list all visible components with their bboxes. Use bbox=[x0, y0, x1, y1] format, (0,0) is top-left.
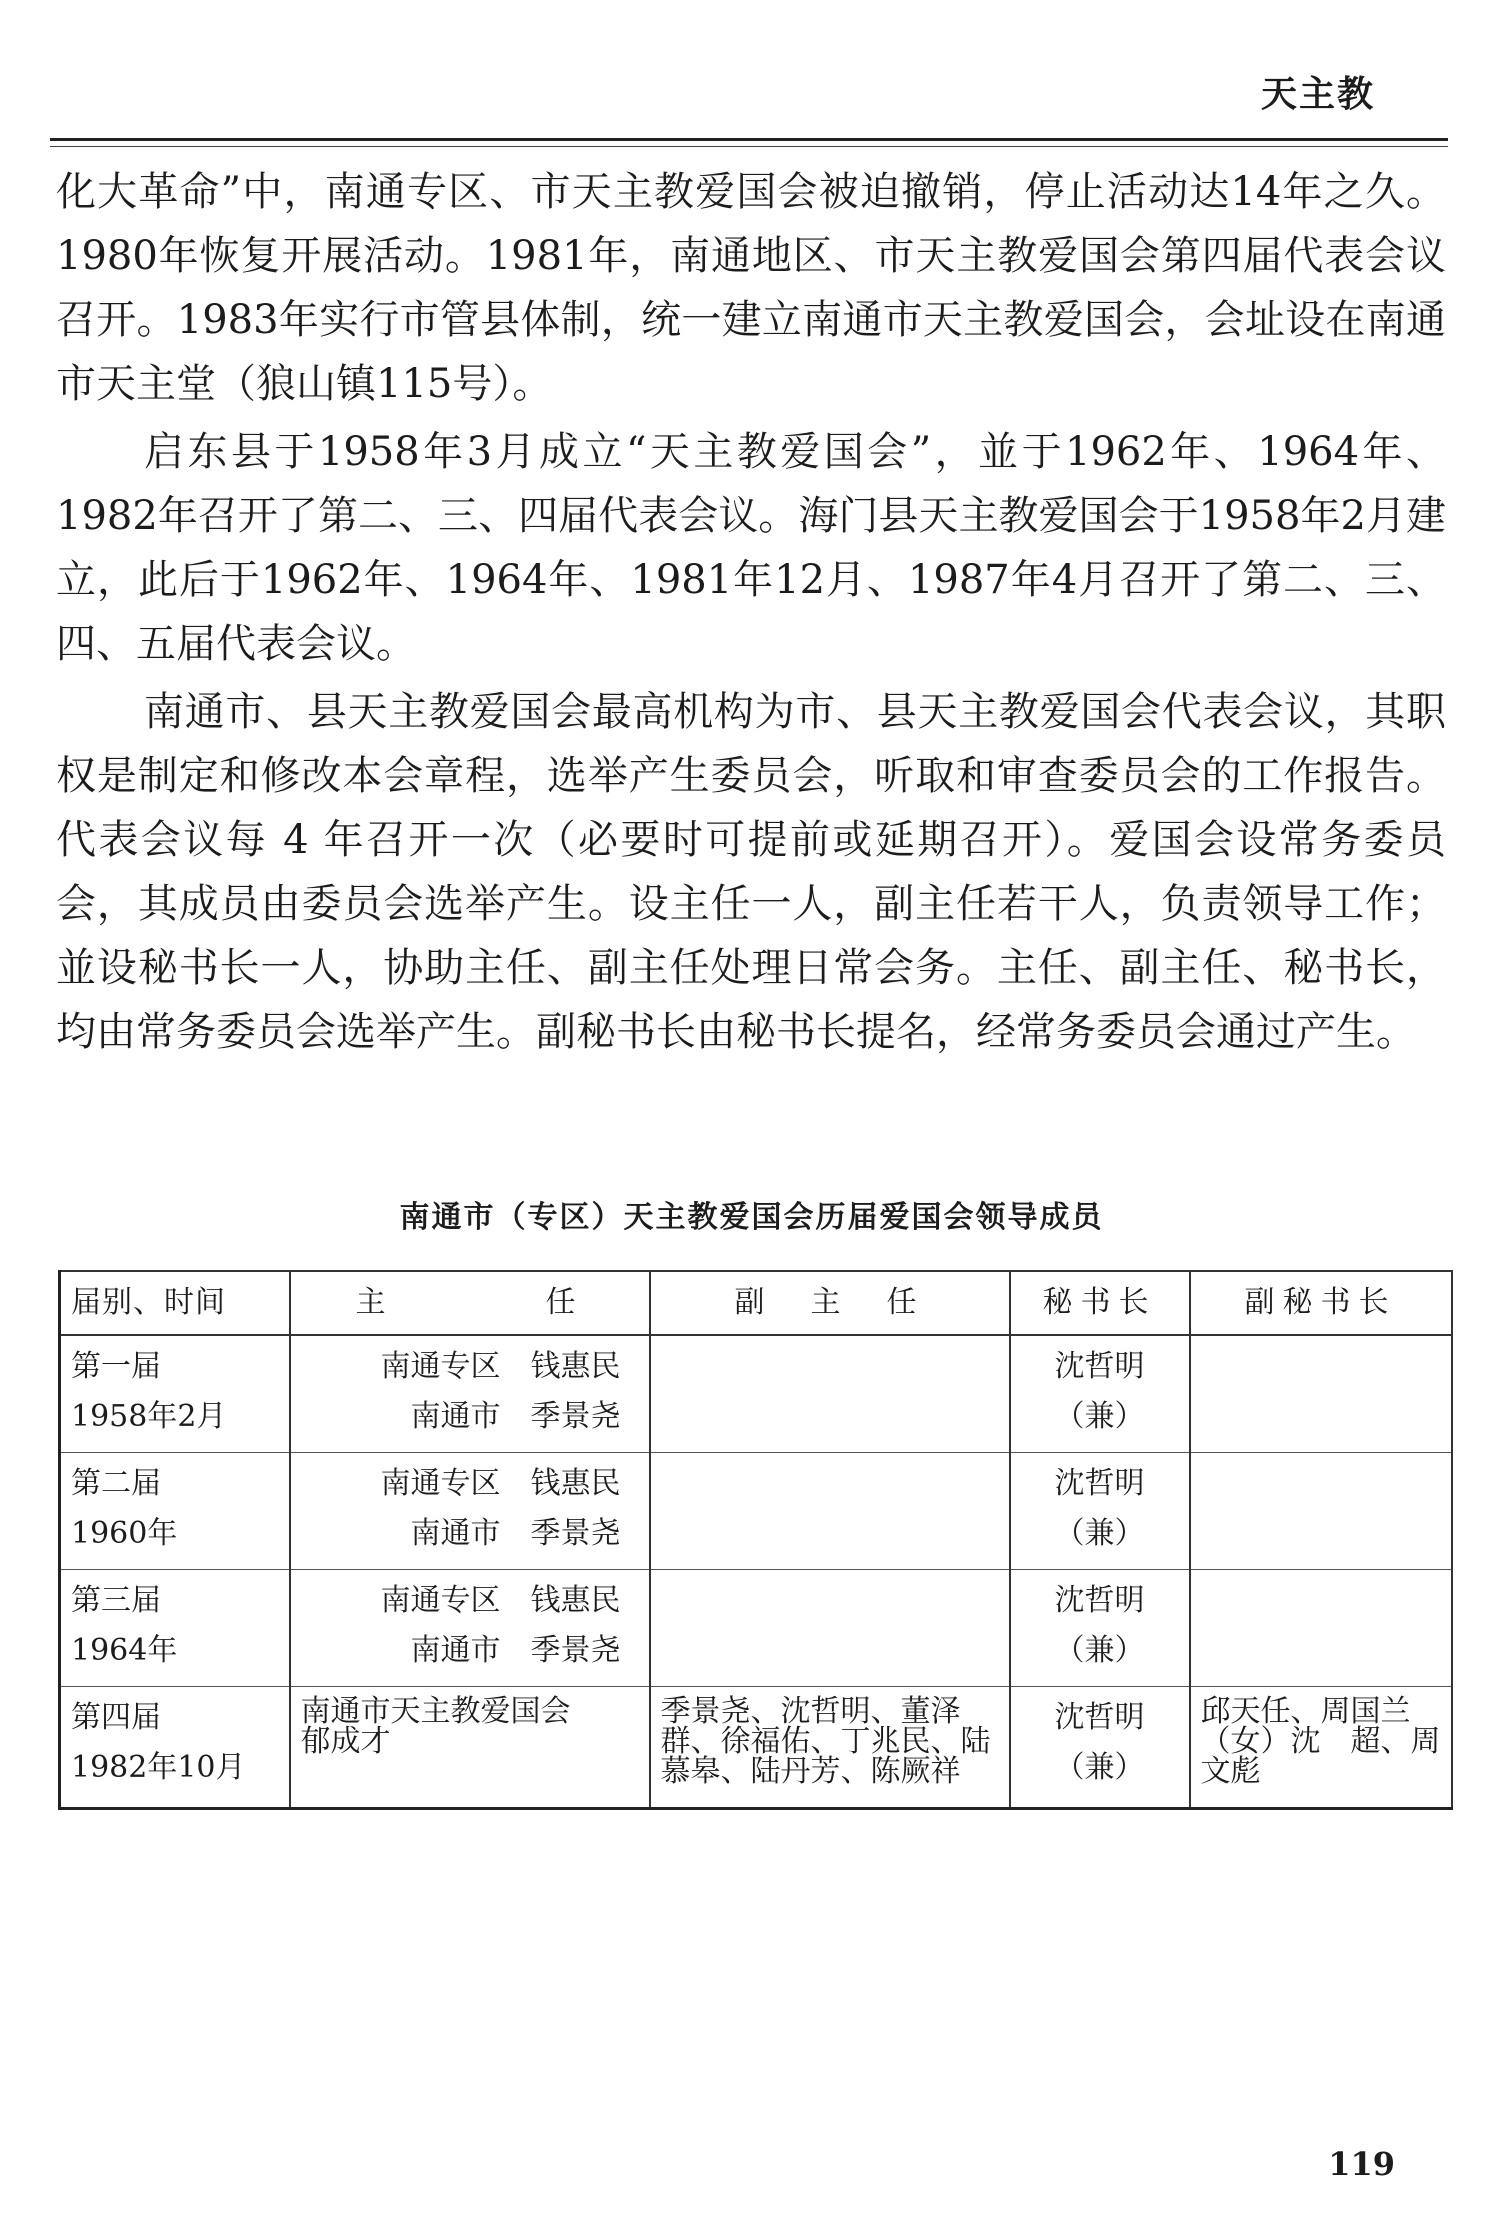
header-term: 届别、时间 bbox=[60, 1271, 290, 1335]
director-line bbox=[301, 1392, 639, 1442]
director-name: 钱惠民 bbox=[530, 1466, 621, 1501]
paragraph-qidong-haimen: 启东县于1958年3月成立“天主教爱国会”，並于1962年、1964年、1982年召开了第二、三、四届代表会议。海门县天主教爱国会于1958年2月建立，此后于1962年、1964年、1981年12月、1987年4月召开了第二、三、四、五届代表会议。 bbox=[56, 429, 1446, 667]
table-row bbox=[60, 1335, 1452, 1453]
deputy-secretary-cell: 邱天任、周国兰（女）沈 超、周文彪 bbox=[1190, 1687, 1452, 1809]
director-cell bbox=[290, 1335, 650, 1453]
term-date: 1982年10月 bbox=[71, 1750, 246, 1785]
director-cell bbox=[290, 1570, 650, 1687]
table-row bbox=[60, 1687, 1452, 1809]
director-name: 季景尧 bbox=[530, 1516, 621, 1551]
secretary-cell bbox=[1010, 1570, 1190, 1687]
term-label: 第四届 bbox=[71, 1700, 161, 1735]
term-cell bbox=[60, 1570, 290, 1687]
term-cell bbox=[60, 1335, 290, 1453]
secretary-note: （兼） bbox=[1054, 1633, 1145, 1668]
header-rule-thin bbox=[50, 146, 1448, 147]
director-line bbox=[301, 1342, 639, 1392]
secretary-cell bbox=[1010, 1453, 1190, 1570]
table-title: 南通市（专区）天主教爱国会历届爱国会领导成员 bbox=[399, 1200, 1104, 1235]
term-label: 第二届 bbox=[71, 1466, 161, 1501]
director-region: 南通市 bbox=[410, 1633, 501, 1668]
director-name: 钱惠民 bbox=[530, 1583, 621, 1618]
director-region: 南通专区 bbox=[380, 1349, 501, 1384]
term-cell bbox=[60, 1453, 290, 1570]
director-region: 南通专区 bbox=[380, 1466, 501, 1501]
secretary-name: 沈哲明 bbox=[1054, 1700, 1145, 1735]
deputy-secretary-cell bbox=[1190, 1453, 1452, 1570]
director-name: 季景尧 bbox=[530, 1399, 621, 1434]
term-date: 1964年 bbox=[71, 1633, 178, 1668]
secretary-cell bbox=[1010, 1687, 1190, 1809]
running-title: 天主教 bbox=[1260, 73, 1375, 115]
secretary-note: （兼） bbox=[1054, 1516, 1145, 1551]
director-name: 季景尧 bbox=[530, 1633, 621, 1668]
paragraph-continuation: 化大革命”中，南通专区、市天主教爱国会被迫撤销，停止活动达14年之久。1980年恢复开展活动。1981年，南通地区、市天主教爱国会第四届代表会议召开。1983年实行市管县体制，统一建立南通市天主教爱国会，会址设在南通市天主堂（狼山镇115号）。 bbox=[56, 169, 1446, 407]
page-number: 119 bbox=[1328, 2145, 1395, 2183]
table-row bbox=[60, 1453, 1452, 1570]
deputy-secretary-cell bbox=[1190, 1335, 1452, 1453]
director-region: 南通市 bbox=[410, 1516, 501, 1551]
deputy-cell: 季景尧、沈哲明、董泽群、徐福佑、丁兆民、陆慕皋、陆丹芳、陈厥祥 bbox=[650, 1687, 1010, 1809]
deputy-cell bbox=[650, 1453, 1010, 1570]
director-cell: 南通市天主教爱国会 郁成才 bbox=[290, 1687, 650, 1809]
term-date: 1958年2月 bbox=[71, 1399, 227, 1434]
secretary-name: 沈哲明 bbox=[1054, 1466, 1145, 1501]
term-date: 1960年 bbox=[71, 1516, 178, 1551]
director-name: 钱惠民 bbox=[530, 1349, 621, 1384]
header-secretary-general: 秘书长 bbox=[1010, 1271, 1190, 1335]
header-deputy-director: 副 主 任 bbox=[650, 1271, 1010, 1335]
director-line bbox=[301, 1626, 639, 1676]
director-line bbox=[301, 1459, 639, 1509]
table-header-row bbox=[60, 1271, 1452, 1335]
paragraph-organization: 南通市、县天主教爱国会最高机构为市、县天主教爱国会代表会议，其职权是制定和修改本会章程，选举产生委员会，听取和审查委员会的工作报告。代表会议每 4 年召开一次（必要时可提前或延期召开）。爱国会设常务委员会，其成员由委员会选举产生。设主任一人，副主任若干人，负责领导工作；並设秘书长一人，协助主任、副主任处理日常会务。主任、副主任、秘书长，均由常务委员会选举产生。副秘书长由秘书长提名，经常务委员会通过产生。 bbox=[56, 689, 1446, 1055]
deputy-cell bbox=[650, 1570, 1010, 1687]
header-rule bbox=[50, 138, 1448, 141]
director-line bbox=[301, 1576, 639, 1626]
term-cell bbox=[60, 1687, 290, 1809]
deputy-secretary-cell bbox=[1190, 1570, 1452, 1687]
secretary-note: （兼） bbox=[1054, 1750, 1145, 1785]
table-row bbox=[60, 1570, 1452, 1687]
director-region: 南通市 bbox=[410, 1399, 501, 1434]
body-text bbox=[56, 160, 1446, 1068]
director-line bbox=[301, 1509, 639, 1559]
header-director: 主 任 bbox=[290, 1271, 650, 1335]
term-label: 第一届 bbox=[71, 1349, 161, 1384]
secretary-cell bbox=[1010, 1335, 1190, 1453]
secretary-name: 沈哲明 bbox=[1054, 1583, 1145, 1618]
secretary-note: （兼） bbox=[1054, 1399, 1145, 1434]
director-cell bbox=[290, 1453, 650, 1570]
term-label: 第三届 bbox=[71, 1583, 161, 1618]
secretary-name: 沈哲明 bbox=[1054, 1349, 1145, 1384]
director-region: 南通专区 bbox=[380, 1583, 501, 1618]
leaders-table bbox=[58, 1270, 1453, 1810]
deputy-cell bbox=[650, 1335, 1010, 1453]
header-deputy-secretary-general: 副秘书长 bbox=[1190, 1271, 1452, 1335]
